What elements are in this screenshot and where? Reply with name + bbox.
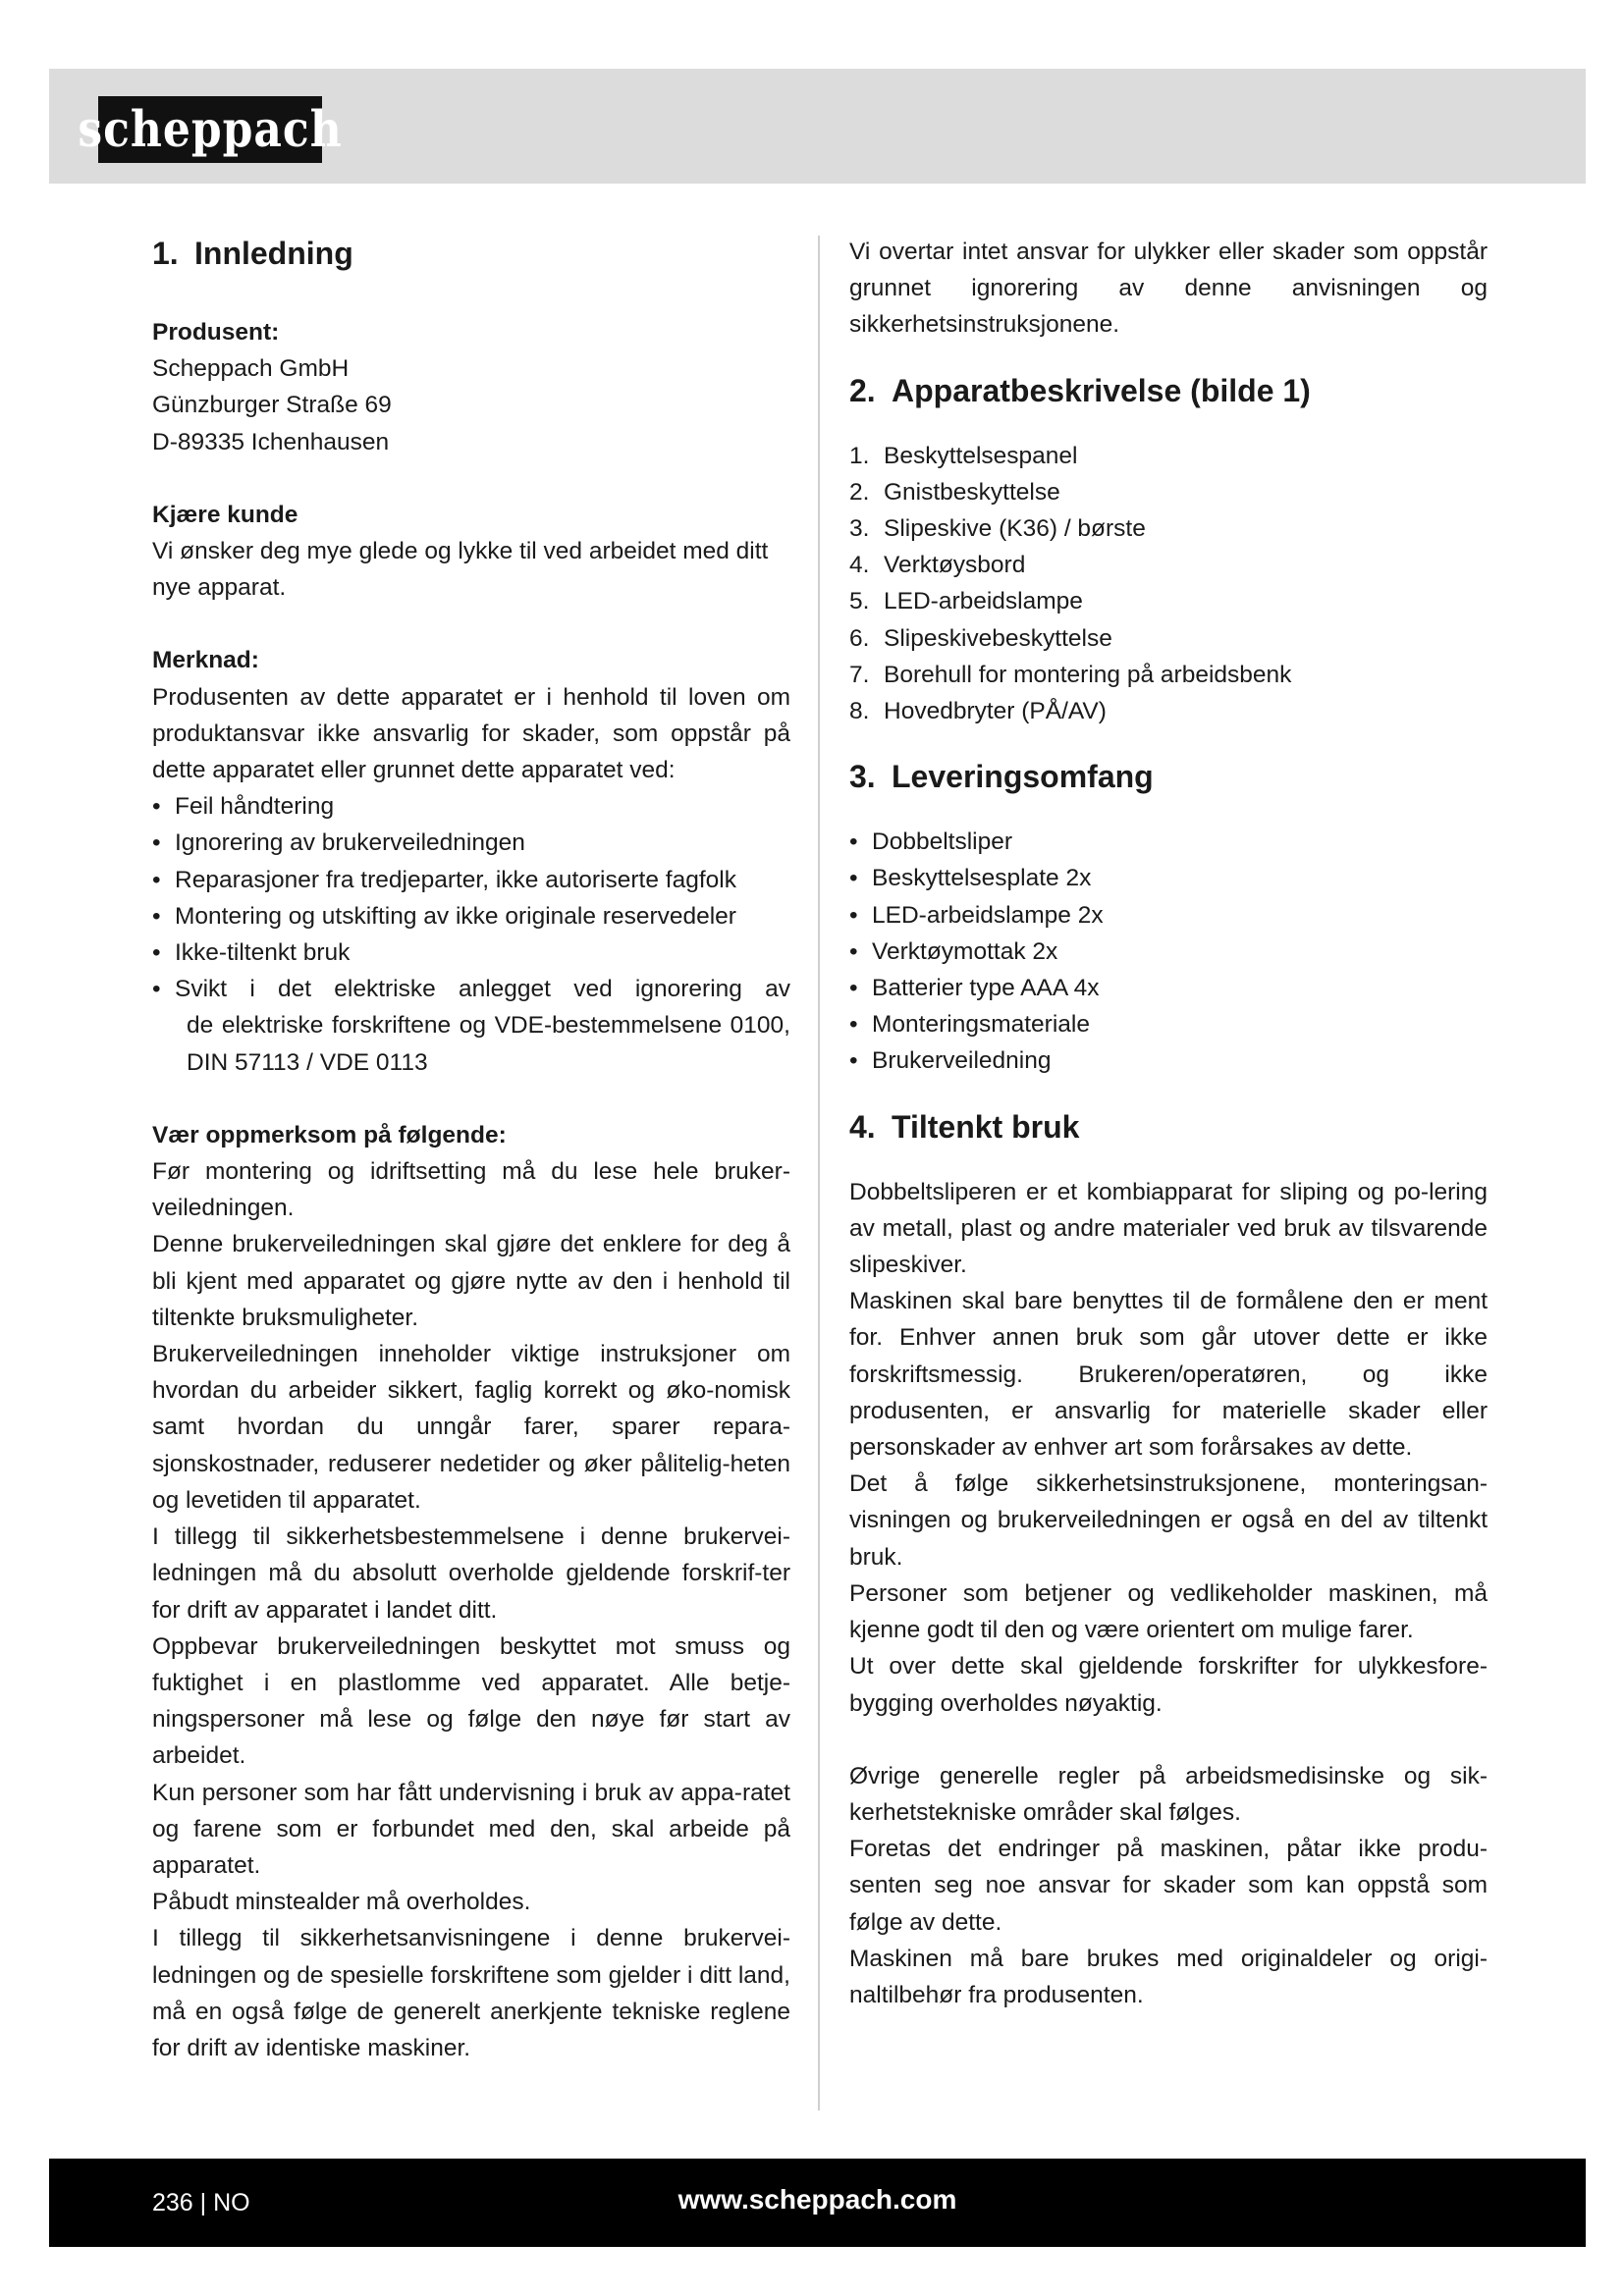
section-4-heading: 4. Tiltenkt bruk [849, 1108, 1080, 1145]
list-item: 8. Hovedbryter (PÅ/AV) [849, 698, 1107, 725]
list-item: 6. Slipeskivebeskyttelse [849, 624, 1112, 652]
column-divider [818, 236, 820, 2110]
list-item: • Ikke-tiltenkt bruk [152, 934, 790, 971]
producer-line: D-89335 Ichenhausen [152, 428, 390, 455]
list-item-first-line: • Svikt i det elektriske anlegget ved ignorering av [175, 976, 790, 1003]
use-paragraph: Det å følge sikkerhetsinstruksjonene, monteringsan-visningen og brukerveiledningen er også en del av tiltenkt bruk. [849, 1470, 1488, 1571]
logo-text: scheppach [78, 100, 343, 159]
list-item: • Beskyttelsesplate 2x [849, 860, 1488, 896]
note-text: Produsenten av dette apparatet er i henhold til loven om produktansvar ikke ansvarlig for skader, som oppstår på dette apparatet eller grunnet dette apparatet ved: [152, 683, 790, 784]
website-link[interactable]: www.scheppach.com [677, 2184, 957, 2215]
use-paragraph: Maskinen skal bare benyttes til de formålene den er ment for. Enhver annen bruk som går utover dette er ikke forskriftsmessig. Brukeren/operatøren, og ikke produsenten, er ansvarlig for materielle skader eller personskader av enhver art som forårsakes av dette. [849, 1288, 1488, 1462]
liability-text: Vi overtar intet ansvar for ulykker eller skader som oppstår grunnet ignorering av denne anvisningen og sikkerhetsinstruksjonene. [849, 239, 1488, 339]
list-item: • Reparasjoner fra tredjeparter, ikke autoriserte fagfolk [152, 862, 790, 898]
section-3-heading: 3. Leveringsomfang [849, 759, 1154, 795]
list-item: • LED-arbeidslampe 2x [849, 897, 1488, 934]
attention-paragraph: Før montering og idriftsetting må du lese hele bruker-veiledningen. [152, 1158, 790, 1222]
list-item [152, 971, 790, 1081]
attention-paragraph: I tillegg til sikkerhetsbestemmelsene i denne brukervei-ledningen må du absolutt overholde gjeldende forskrif-ter for drift av apparatet i landet ditt. [152, 1523, 790, 1624]
attention-label: Vær oppmerksom på følgende: [152, 1121, 507, 1148]
scheppach-logo [78, 96, 343, 163]
list-item: 5. LED-arbeidslampe [849, 588, 1083, 615]
attention-paragraph: Kun personer som har fått undervisning i bruk av appa-ratet og farene som er forbundet med den, skal arbeide på apparatet. [152, 1779, 790, 1879]
page-number: 236 | NO [152, 2189, 250, 2216]
use-paragraph: Maskinen må bare brukes med originaldeler og origi-naltilbehør fra produsenten. [849, 1945, 1488, 2008]
attention-paragraph: Påbudt minstealder må overholdes. [152, 1889, 531, 1916]
right-column [849, 234, 1488, 2013]
left-column [152, 234, 790, 2066]
producer-line: Scheppach GmbH [152, 355, 350, 383]
note-label: Merknad: [152, 647, 259, 674]
list-item: 1. Beskyttelsespanel [849, 442, 1078, 469]
parts-list [849, 438, 1488, 730]
list-item: • Feil håndtering [152, 788, 790, 825]
producer-line: Günzburger Straße 69 [152, 392, 392, 419]
list-item: • Batterier type AAA 4x [849, 970, 1488, 1006]
delivery-list [849, 824, 1488, 1079]
list-item: • Dobbeltsliper [849, 824, 1488, 860]
dear-customer-text: Vi ønsker deg mye glede og lykke til ved arbeidet med ditt nye apparat. [152, 538, 769, 602]
attention-paragraph: Brukerveiledningen inneholder viktige instruksjoner om hvordan du arbeider sikkert, faglig korrekt og øko-nomisk samt hvordan du unngår farer, sparer repara-sjonskostnader, reduserer nedetider og øker pålitelig-heten og levetiden til apparatet. [152, 1341, 790, 1514]
dear-customer-label: Kjære kunde [152, 501, 298, 528]
attention-paragraph: Denne brukerveiledningen skal gjøre det enklere for deg å bli kjent med apparatet og gjøre nytte av den i henhold til tiltenkte bruksmuligheter. [152, 1231, 790, 1331]
footer-band [49, 2159, 1586, 2247]
use-paragraph: Ut over dette skal gjeldende forskrifter for ulykkesfore-bygging overholdes nøyaktig. [849, 1653, 1488, 1717]
section-1-heading: 1. Innledning [152, 236, 353, 271]
list-item: • Ignorering av brukerveiledningen [152, 825, 790, 861]
list-item: 7. Borehull for montering på arbeidsbenk [849, 661, 1292, 688]
list-item: 2. Gnistbeskyttelse [849, 478, 1060, 506]
attention-paragraph: Oppbevar brukerveiledningen beskyttet mot smuss og fuktighet i en plastlomme ved apparatet. Alle betje-ningspersoner må lese og følge den nøye før start av arbeidet. [152, 1632, 790, 1770]
use-paragraph: Personer som betjener og vedlikeholder maskinen, må kjenne godt til den og være orientert om mulige farer. [849, 1579, 1488, 1644]
producer-label: Produsent: [152, 319, 280, 346]
use-paragraph: Foretas det endringer på maskinen, påtar ikke produ-senten seg noe ansvar for skader som kan oppstå som følge av dette. [849, 1836, 1488, 1936]
list-item: 3. Slipeskive (K36) / børste [849, 515, 1146, 543]
list-item: 4. Verktøysbord [849, 552, 1026, 579]
header-band [49, 69, 1586, 184]
attention-paragraph: I tillegg til sikkerhetsanvisningene i denne brukervei-ledningen og de spesielle forskriftene som gjelder i ditt land, må en også følge de generelt anerkjente tekniske reglene for drift av identiske maskiner. [152, 1925, 790, 2061]
list-item: • Brukerveiledning [849, 1042, 1488, 1079]
use-paragraph: Øvrige generelle regler på arbeidsmedisinske og sik-kerhetstekniske områder skal følges. [849, 1762, 1488, 1826]
list-item: • Verktøymottak 2x [849, 934, 1488, 970]
list-item: • Montering og utskifting av ikke originale reservedeler [152, 898, 790, 934]
note-bullet-list [152, 788, 790, 1081]
section-2-heading: 2. Apparatbeskrivelse (bilde 1) [849, 372, 1311, 408]
list-item: • Monteringsmateriale [849, 1006, 1488, 1042]
list-item-continuation: de elektriske forskriftene og VDE-bestemmelsene 0100, DIN 57113 / VDE 0113 [187, 1012, 790, 1076]
use-paragraph: Dobbeltsliperen er et kombiapparat for sliping og po-lering av metall, plast og andre materialer ved bruk av tilsvarende slipeskiver. [849, 1178, 1488, 1279]
